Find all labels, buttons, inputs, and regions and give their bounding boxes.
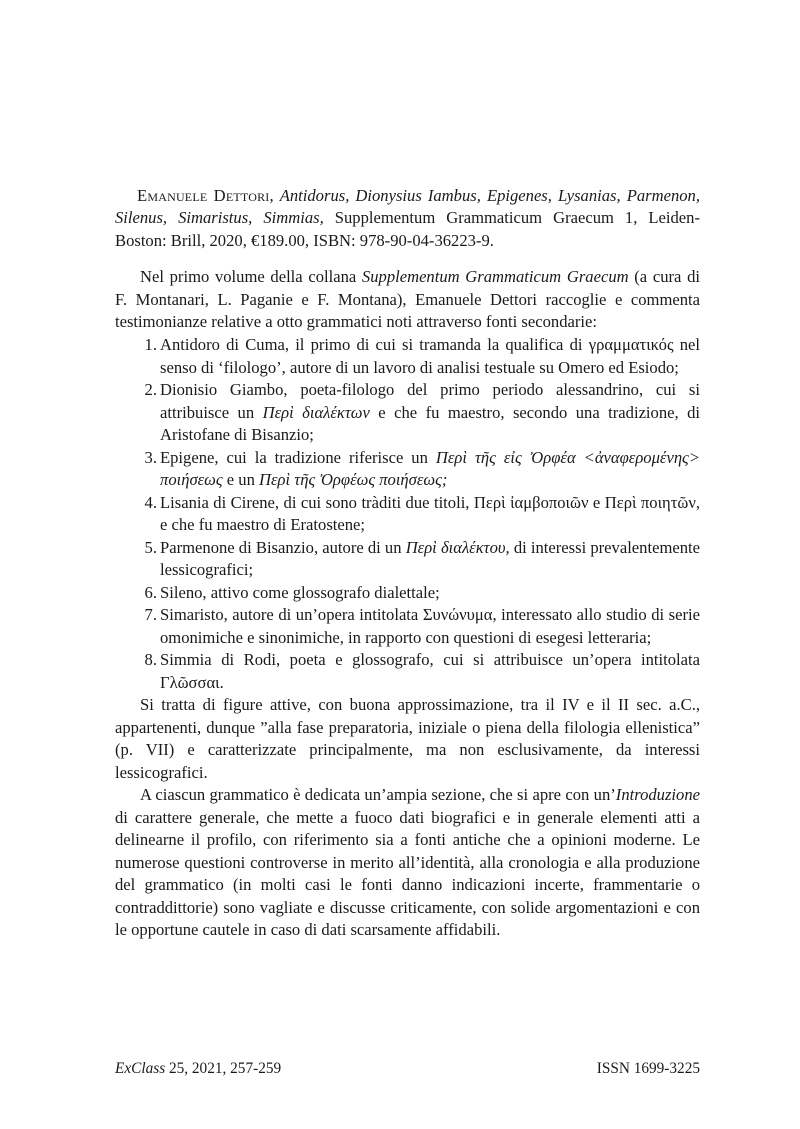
list-item-text: , interessato allo studio di serie omonimiche e sinonimiche, in rapporto con questioni di esegesi letteraria;	[160, 605, 700, 647]
intro-part1: Nel primo volume della collana	[140, 267, 362, 287]
list-item-number: 5.	[144, 537, 157, 557]
list-item-text: nel senso di ‘filologo’, autore di un lavoro di analisi testuale su Omero ed Esiodo;	[160, 335, 700, 377]
greek-title-italic: Περὶ τῆς εἰς Ὀρφέα <ἀναφερομένης> ποιήσεως	[160, 447, 700, 490]
list-item-text: e che fu maestro, secondo una tradizione, di Aristofane di Bisanzio;	[160, 402, 700, 445]
list-item-number: 3.	[144, 447, 157, 467]
list-item-number: 8.	[144, 650, 157, 670]
list-item-number: 6.	[144, 582, 157, 602]
footer-citation	[115, 1060, 281, 1078]
citation-imprint: Supplementum Grammaticum Graecum 1, Leiden-Boston: Brill, 2020, €189.00, ISBN: 978-90-04-36223-9.	[115, 208, 700, 250]
list-item-number: 2.	[144, 380, 157, 400]
list-item-text: Parmenone di Bisanzio, autore di un	[160, 537, 406, 557]
footer-citation-tail: 25, 2021, 257-259	[165, 1060, 282, 1077]
greek-term: Περὶ ἰαμβοποιῶν	[473, 492, 589, 512]
list-item	[115, 492, 700, 537]
final-paragraph	[115, 784, 700, 942]
greek-title-italic: Περὶ διαλέκτων	[262, 402, 370, 422]
list-item	[115, 447, 700, 492]
greek-title-italic: Περὶ διαλέκτου,	[405, 537, 510, 557]
list-item-text: e	[588, 492, 605, 512]
page-footer	[115, 1060, 700, 1078]
list-item	[115, 537, 700, 582]
list-item-number: 7.	[144, 605, 157, 625]
greek-term: Γλῶσσαι	[160, 672, 220, 692]
citation-comma: ,	[269, 186, 280, 205]
list-item-text: Dionisio Giambo, poeta-filologo del primo periodo alessandrino, cui si attribuisce un	[160, 380, 700, 422]
list-item-text: di interessi prevalentemente lessicografici;	[160, 537, 700, 580]
list-item-text: .	[219, 672, 224, 692]
grammarians-list	[115, 334, 700, 694]
final-italic-word: Introduzione	[615, 785, 700, 805]
list-item-text: Epigene, cui la tradizione riferisce un	[160, 447, 436, 467]
list-item	[115, 604, 700, 649]
intro-part2: (a cura di F. Montanari, L. Paganie e F. Montana), Emanuele Dettori raccoglie e commenta testimonianze relative a otto grammatici noti attraverso fonti secondarie:	[115, 267, 700, 332]
greek-term: Συνώνυμα	[422, 605, 493, 625]
greek-term: γραμματικός	[588, 335, 674, 354]
list-item	[115, 582, 700, 605]
paragraph-after-list: Si tratta di figure attive, con buona approssimazione, tra il IV e il II sec. a.C., appartenenti, dunque ”alla fase preparatoria, iniziale o piena della filologia ellenistica” (p. VII) e caratterizzate principalmente, ma non esclusivamente, da interessi lessicografici.	[115, 695, 700, 782]
list-item-text: Simmia di Rodi, poeta e glossografo, cui si attribuisce un’opera intitolata	[160, 650, 700, 670]
list-item	[115, 649, 700, 694]
list-item-text: Lisania di Cirene, di cui sono tràditi due titoli,	[160, 492, 474, 512]
list-item-text: Simaristo, autore di un’opera intitolata	[160, 605, 423, 625]
greek-title-italic: Περὶ τῆς Ὀρφέως ποιήσεως;	[259, 470, 448, 490]
intro-series-title: Supplementum Grammaticum Graecum	[361, 267, 629, 287]
list-item-text: Sileno, attivo come glossografo dialettale;	[160, 582, 440, 602]
footer-issn: ISSN 1699-3225	[596, 1060, 700, 1077]
list-item-number: 4.	[144, 492, 157, 512]
footer-journal-name: ExClass	[115, 1060, 166, 1077]
list-item-text: , e che fu maestro di Eratostene;	[160, 492, 700, 535]
final-part1: A ciascun grammatico è dedicata un’ampia sezione, che si apre con un’	[140, 785, 616, 805]
list-item-text: Antidoro di Cuma, il primo di cui si tramanda la qualifica di	[160, 335, 589, 354]
citation-header	[115, 185, 700, 252]
citation-titles: Antidorus, Dionysius Iambus, Epigenes, Lysanias, Parmenon, Silenus, Simaristus, Simmias,	[115, 186, 701, 228]
final-part2: di carattere generale, che mette a fuoco dati biografici e in generale elementi atti a delinearne il profilo, con riferimento sia a fonti antiche che a opinioni moderne. Le numerose questioni controverse in merito all’identità, alla cronologia e alla produzione del grammatico (in molti casi le fonti danno indicazioni incerte, frammentarie o contraddittorie) sono vagliate e discusse criticamente, con solide argomentazioni e con le opportune cautele in caso di dati scarsamente affidabili.	[115, 807, 700, 940]
list-item-text: e un	[222, 470, 260, 490]
citation-author: Emanuele Dettori	[137, 186, 270, 205]
list-item	[115, 379, 700, 447]
intro-paragraph	[115, 266, 700, 334]
list-item-number: 1.	[144, 335, 157, 354]
page-content	[115, 185, 700, 942]
greek-term: Περὶ ποιητῶν	[604, 492, 696, 512]
list-item	[115, 334, 700, 379]
